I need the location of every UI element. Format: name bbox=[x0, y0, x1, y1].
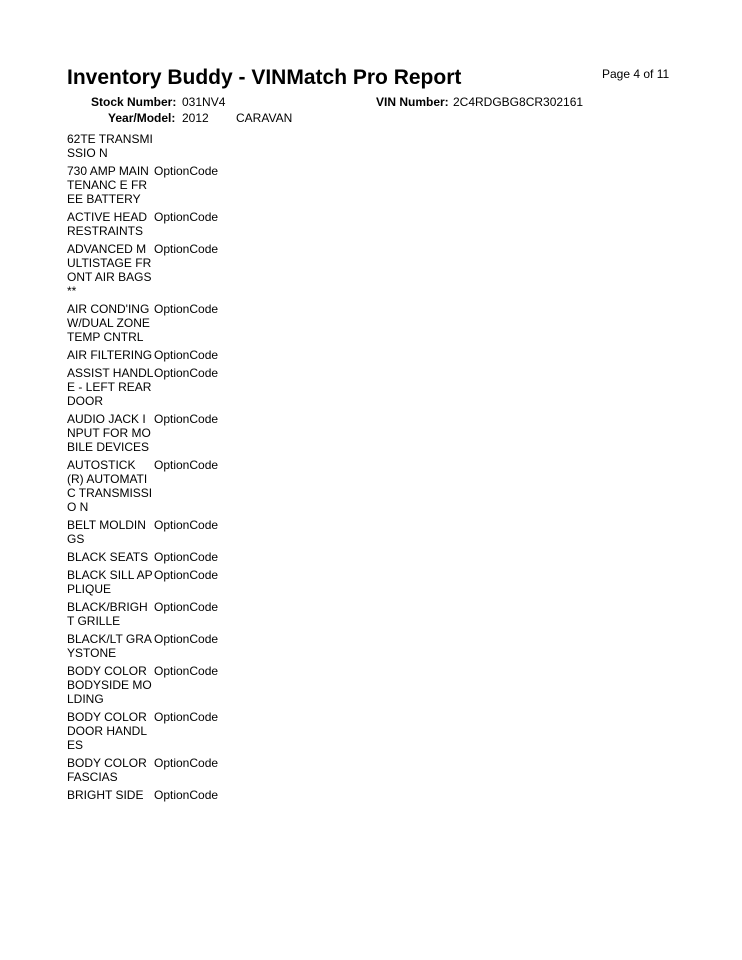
option-name: ASSIST HANDLE - LEFT REAR DOOR bbox=[67, 366, 154, 408]
stock-number-label: Stock Number: bbox=[91, 95, 177, 109]
option-type: OptionCode bbox=[154, 348, 219, 362]
option-name: AUDIO JACK INPUT FOR MOBILE DEVICES bbox=[67, 412, 151, 454]
option-row bbox=[67, 518, 218, 546]
option-name: AIR FILTERING bbox=[67, 348, 153, 362]
option-type: OptionCode bbox=[154, 568, 219, 582]
option-row bbox=[67, 366, 218, 408]
options-list bbox=[67, 132, 218, 806]
option-type: OptionCode bbox=[154, 210, 219, 224]
option-type: OptionCode bbox=[154, 632, 219, 646]
option-row bbox=[67, 164, 218, 206]
option-name: BODY COLOR FASCIAS bbox=[67, 756, 147, 784]
option-type: OptionCode bbox=[154, 302, 219, 316]
option-name: BLACK SEATS bbox=[67, 550, 149, 564]
option-row bbox=[67, 710, 218, 752]
option-row bbox=[67, 132, 218, 160]
option-name: BLACK/BRIGH T GRILLE bbox=[67, 600, 148, 628]
option-row bbox=[67, 788, 218, 802]
option-type: OptionCode bbox=[154, 458, 219, 472]
option-type: OptionCode bbox=[154, 412, 219, 426]
option-type: OptionCode bbox=[154, 756, 219, 770]
option-row bbox=[67, 632, 218, 660]
model-value: CARAVAN bbox=[236, 111, 293, 125]
option-type: OptionCode bbox=[154, 164, 219, 178]
option-type: OptionCode bbox=[154, 550, 219, 564]
option-row bbox=[67, 458, 218, 514]
vin-number-value: 2C4RDGBG8CR302161 bbox=[453, 95, 584, 109]
option-name: BLACK/LT GRAYSTONE bbox=[67, 632, 152, 660]
page-number: Page 4 of 11 bbox=[602, 67, 670, 81]
option-row bbox=[67, 756, 218, 784]
option-name: BODY COLOR DOOR HANDLES bbox=[67, 710, 148, 752]
option-name: BRIGHT SIDE bbox=[67, 788, 144, 802]
report-title: Inventory Buddy - VINMatch Pro Report bbox=[67, 66, 462, 89]
option-row bbox=[67, 412, 218, 454]
option-name: BLACK SILL APPLIQUE bbox=[67, 568, 153, 596]
option-type: OptionCode bbox=[154, 242, 219, 256]
option-type: OptionCode bbox=[154, 600, 219, 614]
option-row bbox=[67, 550, 218, 564]
option-type: OptionCode bbox=[154, 518, 219, 532]
option-row bbox=[67, 348, 218, 362]
option-row bbox=[67, 210, 218, 238]
option-name: AUTOSTICK (R) AUTOMATIC TRANSMISSIO N bbox=[67, 458, 153, 514]
stock-number-value: 031NV4 bbox=[182, 95, 226, 109]
option-name: AIR COND'ING W/DUAL ZONE TEMP CNTRL bbox=[67, 302, 150, 344]
year-model-label: Year/Model: bbox=[108, 111, 176, 125]
option-type: OptionCode bbox=[154, 366, 219, 380]
option-name: 62TE TRANSMISSIO N bbox=[67, 132, 153, 160]
option-type: OptionCode bbox=[154, 788, 219, 802]
option-row bbox=[67, 302, 218, 344]
option-row bbox=[67, 600, 218, 628]
vin-number-label: VIN Number: bbox=[376, 95, 449, 109]
year-value: 2012 bbox=[182, 111, 209, 125]
option-name: ACTIVE HEAD RESTRAINTS bbox=[67, 210, 148, 238]
option-row bbox=[67, 242, 218, 298]
option-name: BODY COLOR BODYSIDE MOLDING bbox=[67, 664, 152, 706]
option-name: ADVANCED MULTISTAGE FRONT AIR BAGS** bbox=[67, 242, 152, 298]
option-row bbox=[67, 568, 218, 596]
option-type: OptionCode bbox=[154, 710, 219, 724]
option-row bbox=[67, 664, 218, 706]
option-name: 730 AMP MAINTENANC E FREE BATTERY bbox=[67, 164, 149, 206]
option-name: BELT MOLDINGS bbox=[67, 518, 146, 546]
option-type: OptionCode bbox=[154, 664, 219, 678]
